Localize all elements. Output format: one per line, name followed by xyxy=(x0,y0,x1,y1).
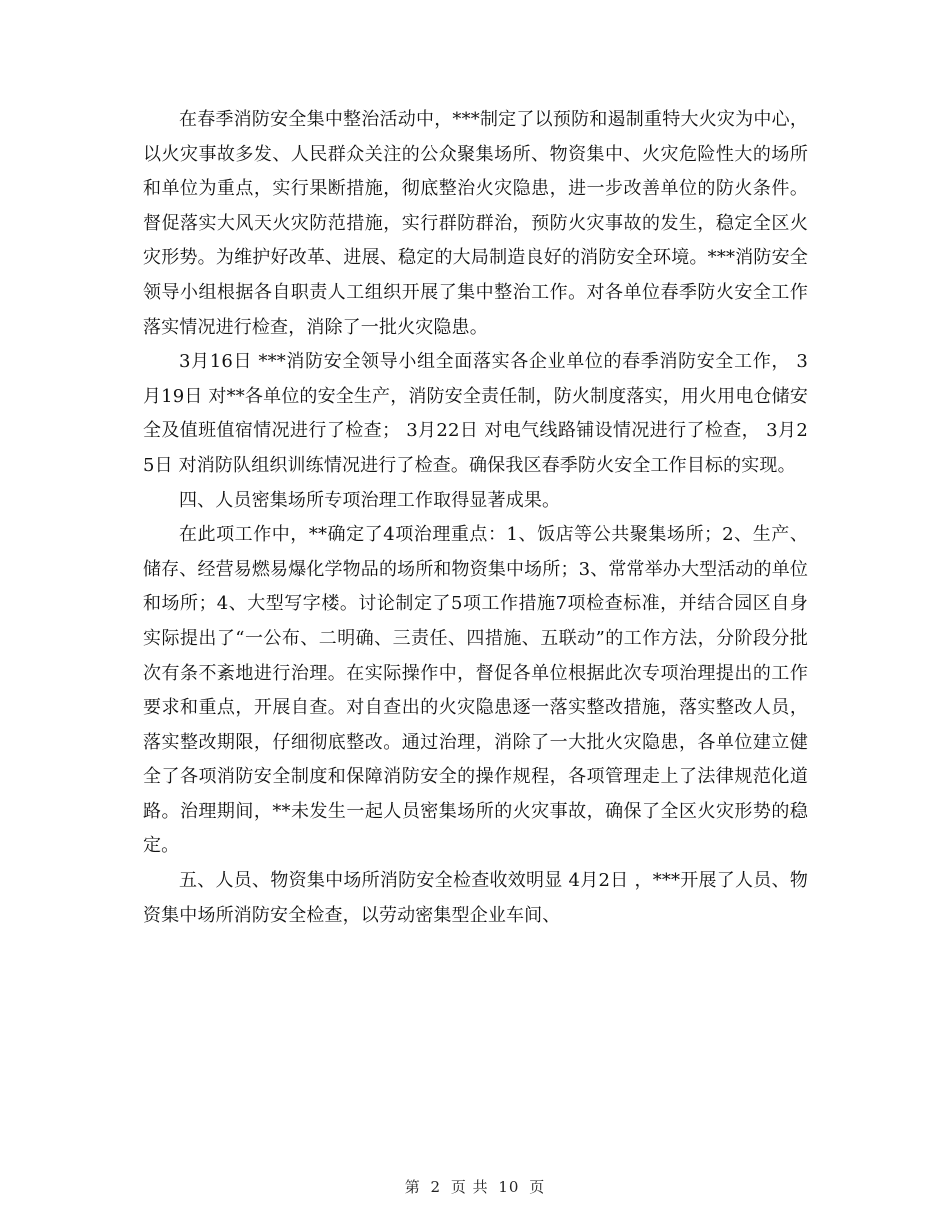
page-footer xyxy=(0,1176,950,1197)
footer-middle: 页 共 xyxy=(450,1178,489,1196)
footer-suffix: 页 xyxy=(529,1178,546,1196)
paragraph-crowded-places: 在此项工作中，**确定了4项治理重点：1、饭店等公共聚集场所；2、生产、储存、经营易燃易爆化学物品的场所和物资集中场所；3、常常举办大型活动的单位和场所；4、大型写字楼。讨论制定了5项工作措施7项检查标准，并结合园区自身实际提出了“一公布、二明确、三责任、四措施、五联动”的工作方法，分阶段分批次有条不紊地进行治理。在实际操作中，督促各单位根据此次专项治理提出的工作要求和重点，开展自查。对自查出的火灾隐患逐一落实整改措施，落实整改人员，落实整改期限，仔细彻底整改。通过治理，消除了一大批火灾隐患，各单位建立健全了各项消防安全制度和保障消防安全的操作规程，各项管理走上了法律规范化道路。治理期间，**未发生一起人员密集场所的火灾事故，确保了全区火灾形势的稳定。 xyxy=(143,524,808,857)
footer-total-pages: 10 xyxy=(498,1178,520,1196)
section-heading-4: 四、人员密集场所专项治理工作取得显著成果。 xyxy=(179,489,561,511)
footer-prefix: 第 xyxy=(404,1178,421,1196)
paragraph-spring-inspection: 在春季消防安全集中整治活动中，***制定了以预防和遏制重特大火灾为中心，以火灾事故多发、人民群众关注的公众聚集场所、物资集中、火灾危险性大的场所和单位为重点，实行果断措施，彻底整治火灾隐患，进一步改善单位的防火条件。督促落实大风天火灾防范措施，实行群防群治，预防火灾事故的发生，稳定全区火灾形势。为维护好改革、进展、稳定的大局制造良好的消防安全环境。***消防安全领导小组根据各自职责人工组织开展了集中整治工作。对各单位春季防火安全工作落实情况进行检查，消除了一批火灾隐患。 xyxy=(143,109,808,338)
footer-page-number: 2 xyxy=(430,1178,442,1196)
document-body xyxy=(143,103,808,933)
paragraph-march-schedule: 3月16日 ***消防安全领导小组全面落实各企业单位的春季消防安全工作， 3月19日 对**各单位的安全生产，消防安全责任制，防火制度落实，用火用电仓储安全及值班值宿情况进行了检查； 3月22日 对电气线路铺设情况进行了检查， 3月25日 对消防队组织训练情况进行了检查。确保我区春季防火安全工作目标的实现。 xyxy=(143,351,808,476)
section-heading-5: 五、人员、物资集中场所消防安全检查收效明显 4月2日 ，***开展了人员、物资集中场所消防安全检查，以劳动密集型企业车间、 xyxy=(143,870,808,926)
